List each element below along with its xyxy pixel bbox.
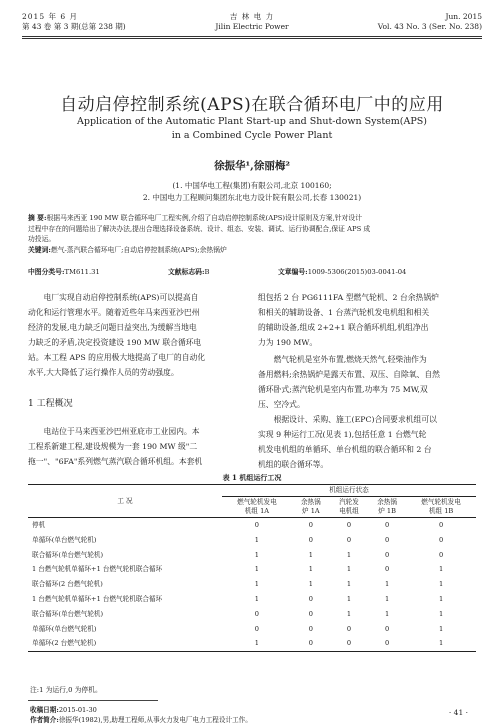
state-cell: 1 [346, 594, 352, 603]
text-line: 根据设计、采购、施工(EPC)合同要求机组可以 [273, 415, 437, 424]
state-cell: 0 [254, 624, 259, 633]
condition-cell: 联合循环(单台燃气轮机) [32, 550, 104, 559]
state-cell: 0 [384, 521, 390, 529]
condition-header: 工 况 [28, 485, 222, 518]
header-rule [22, 36, 482, 37]
author-bio: 作者简介:徐振华(1982),男,助理工程师,从事火力发电厂电力工程设计工作。 [30, 716, 252, 724]
state-cell: 0 [308, 609, 313, 618]
column-header: 余热锅 炉 1B [368, 497, 406, 518]
footnote-rule [28, 700, 158, 701]
state-cell: 0 [368, 636, 406, 651]
condition-cell: 1 台燃气轮机单循环+1 台燃气轮机联合循环 [32, 594, 163, 603]
operating-conditions-table [28, 484, 476, 652]
text-line: 和相关的辅助设备、1 台蒸汽轮机发电机组和相关 [258, 308, 430, 317]
state-cell: 1 [384, 609, 390, 618]
paper-title-cn: 自动启停控制系统(APS)在联合循环电厂中的应用 [60, 95, 444, 115]
state-cell: 1 [438, 580, 444, 589]
table-row [28, 548, 476, 563]
body-paragraph-3 [258, 412, 478, 472]
state-cell: 1 [308, 580, 313, 589]
state-cell: 1 [254, 550, 259, 559]
state-cell: 0 [438, 521, 444, 529]
abstract-label: 摘 要: [28, 214, 47, 222]
text-line: 备用燃料;余热锅炉是露天布置、双压、自除氧、自然 [258, 370, 440, 379]
journal-name-cn: 吉 林 电 力 [229, 12, 275, 21]
paper-title-en-line: Application of the Automatic Plant Start-up and Shut-down System(APS) [77, 116, 427, 127]
state-cell: 1 [406, 636, 476, 651]
condition-cell: 单循环(单台燃气轮机) [32, 535, 97, 544]
authors: 徐振华¹,徐丽梅² [214, 160, 290, 172]
state-cell: 0 [308, 594, 313, 603]
state-cell: 0 [438, 550, 444, 559]
section-paragraph [28, 424, 234, 469]
state-cell: 1 [384, 580, 390, 589]
column-header: 燃气轮机发电 机组 1A [222, 497, 292, 518]
state-cell: 1 [308, 565, 313, 574]
table-row [28, 518, 476, 533]
state-cell: 0 [346, 624, 352, 633]
paper-title-en-line: in a Combined Cycle Power Plant [171, 130, 333, 141]
intro-paragraph [28, 290, 234, 380]
abstract-line: 功投运。 [28, 235, 56, 243]
text-line: 站。本工程 APS 的应用极大地提高了电厂的自动化 [28, 353, 206, 362]
table-row [28, 636, 476, 651]
table-row [28, 622, 476, 637]
text-line: 力为 190 MW。 [258, 338, 318, 347]
abstract-line: 根据马来西亚 190 MW 联合循环电厂工程实例,介绍了自动启停控制系统(APS)设计原则及方案,针对设计 [46, 214, 362, 222]
state-cell: 0 [346, 535, 352, 544]
body-paragraph-2 [258, 352, 478, 412]
state-cell: 1 [346, 609, 352, 618]
text-line: 经济的发展,电力缺乏问题日益突出,为缓解当地电 [28, 323, 197, 332]
section-heading: 1 工程概况 [28, 399, 73, 409]
table-row [28, 562, 476, 577]
keywords-label: 关键词: [28, 245, 51, 254]
text-line: 燃气轮机是室外布置,燃烧天然气,轻柴油作为 [273, 355, 427, 364]
table-row [28, 533, 476, 548]
text-line: 压、空冷式。 [258, 400, 305, 409]
state-cell: 1 [346, 565, 352, 574]
document-code: 文献标志码:B [168, 268, 210, 276]
affiliation-2: 2. 中国电力工程顾问集团东北电力设计院有限公司,长春 130021) [142, 193, 362, 202]
state-cell: 0 [308, 535, 313, 544]
condition-cell: 停机 [32, 521, 46, 529]
condition-cell: 联合循环(2 台燃气轮机) [32, 580, 103, 589]
state-cell: 1 [346, 580, 352, 589]
table-row [28, 577, 476, 592]
table-caption: 表 1 机组运行工况 [222, 473, 282, 482]
text-line: 工程系新建工程,建设规模为一套 190 MW 级"二 [28, 442, 198, 451]
group-header: 机组运行状态 [222, 485, 476, 497]
text-line: 水平,大大降低了运行操作人员的劳动强度。 [28, 368, 179, 377]
state-cell: 0 [384, 624, 390, 633]
text-line: 动化和运行管理水平。随着近些年马来西亚沙巴州 [28, 308, 200, 317]
abstract-line: 过程中存在的问题给出了解决办法,提出合理选择设备系统、设计、组态、安装、调试、运行协调配合,保证 APS 成 [28, 224, 371, 233]
affiliation-1: (1. 中国华电工程(集团)有限公司,北京 100160; [172, 181, 332, 190]
header-rule-thin [22, 38, 482, 39]
keywords: 燃气-蒸汽联合循环电厂;自动启停控制系统(APS);余热锅炉 [50, 245, 227, 254]
state-cell: 0 [346, 521, 352, 529]
abstract [28, 213, 476, 255]
state-cell: 1 [438, 609, 444, 618]
paper-title-en [0, 115, 504, 143]
state-cell: 1 [254, 535, 259, 544]
state-cell: 1 [254, 594, 259, 603]
text-line: 的辅助设备,组成 2+2+1 联合循环机组,机组净出 [258, 323, 429, 332]
state-cell: 1 [254, 580, 259, 589]
state-cell: 0 [384, 565, 390, 574]
state-cell: 0 [438, 535, 444, 544]
page-number: · 41 · [448, 708, 468, 717]
clc-number: 中图分类号:TM611.31 [28, 268, 100, 276]
column-header: 燃气轮机发电 机组 1B [406, 497, 476, 518]
issue-date-en: Jun. 2015 [445, 12, 482, 21]
text-line: 机发电机组的单循环、单台机组的联合循环和 2 台 [258, 445, 432, 454]
state-cell: 1 [438, 565, 444, 574]
state-cell: 1 [308, 550, 313, 559]
state-cell: 0 [254, 521, 259, 529]
journal-name-en: Jilin Electric Power [215, 22, 289, 31]
state-cell: 1 [384, 594, 390, 603]
table-row [28, 607, 476, 622]
table-note: 注:1 为运行,0 为停机。 [30, 686, 102, 694]
text-line: 力缺乏的矛盾,决定投资建设 190 MW 联合循环电 [28, 338, 202, 347]
body-paragraph-1 [258, 290, 478, 350]
volume-issue-en: Vol. 43 No. 3 (Ser. No. 238) [377, 22, 482, 31]
state-cell: 0 [330, 636, 368, 651]
text-line: 电站位于马来西亚沙巴州亚庇市工业园内。本 [43, 427, 200, 436]
state-cell: 0 [308, 624, 313, 633]
issue-date: 2015 年 6 月 [22, 12, 79, 21]
volume-issue-cn: 第 43 卷 第 3 期(总第 238 期) [22, 22, 126, 31]
text-line: 机组的联合循环等。 [258, 460, 329, 469]
text-line: 拖一"、"6FA"系列燃气蒸汽联合循环机组。本套机 [28, 457, 203, 466]
state-cell: 0 [384, 550, 390, 559]
text-line: 实现 9 种运行工况(见表 1),包括任意 1 台燃气轮 [258, 430, 427, 439]
state-cell: 0 [254, 609, 259, 618]
state-cell: 0 [384, 535, 390, 544]
text-line: 电厂实现自动启停控制系统(APS)可以提高自 [43, 293, 199, 302]
article-number: 文章编号:1009-5306(2015)03-0041-04 [278, 268, 407, 276]
condition-cell: 单循环(2 台燃气轮机) [28, 636, 222, 651]
condition-cell: 1 台燃气轮机单循环+1 台燃气轮机联合循环 [32, 565, 163, 574]
state-cell: 1 [438, 594, 444, 603]
text-line: 组包括 2 台 PG6111FA 型燃气轮机、2 台余热锅炉 [258, 293, 439, 302]
received-date: 收稿日期:2015-01-30 [30, 706, 97, 714]
state-cell: 0 [292, 636, 330, 651]
state-cell: 1 [254, 565, 259, 574]
text-line: 循环卧式;蒸汽轮机是室内布置,功率为 75 MW,双 [258, 385, 428, 394]
state-cell: 1 [222, 636, 292, 651]
column-header: 汽轮发 电机组 [330, 497, 368, 518]
state-cell: 1 [438, 624, 444, 633]
column-header: 余热锅 炉 1A [292, 497, 330, 518]
condition-cell: 联合循环(单台燃气轮机) [32, 609, 104, 618]
state-cell: 1 [346, 550, 352, 559]
table-row [28, 592, 476, 607]
state-cell: 0 [308, 521, 313, 529]
condition-cell: 单循环(单台燃气轮机) [32, 624, 97, 633]
journal-issue-info-en [378, 12, 482, 32]
